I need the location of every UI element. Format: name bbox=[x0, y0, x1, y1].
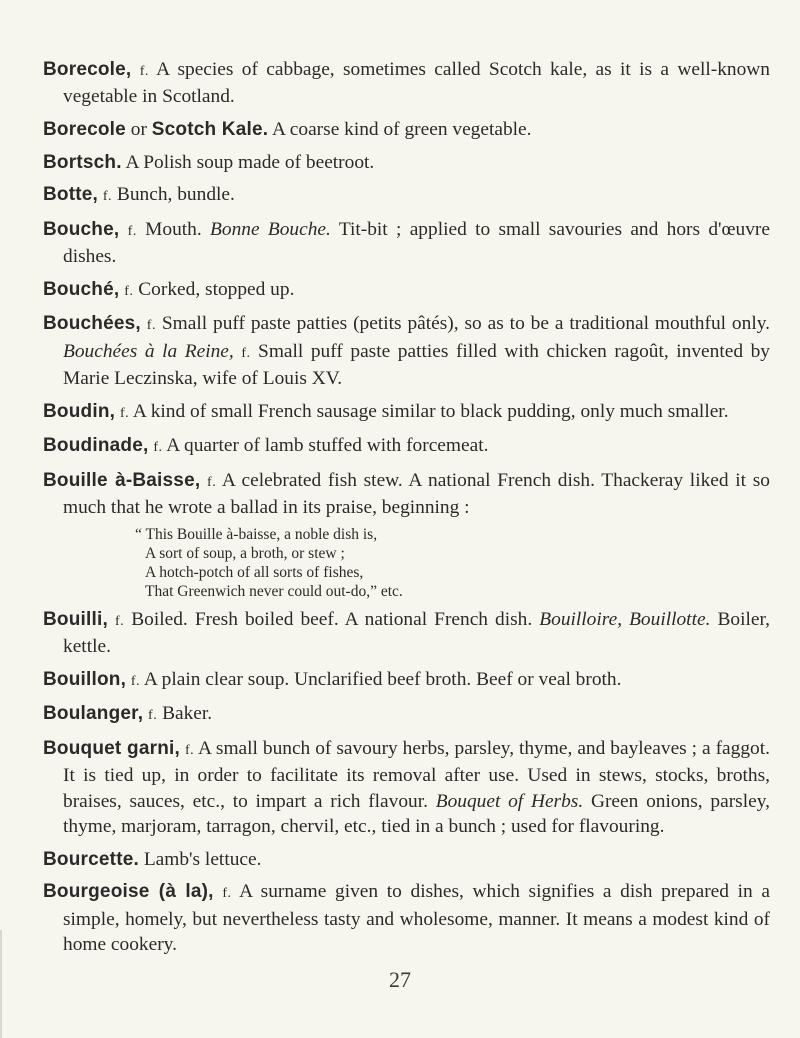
italic-term: Bouquet of Herbs. bbox=[435, 790, 584, 812]
definition-cont: Tit-bit ; applied to small savouries and hors d'œuvre dishes. bbox=[63, 218, 770, 268]
abbr-french: f. bbox=[207, 474, 217, 490]
headword: Borecole, bbox=[43, 59, 132, 80]
entry-botte bbox=[43, 182, 770, 209]
abbr-french: f. bbox=[130, 673, 141, 689]
definition: A species of cabbage, sometimes called Scotch kale, as it is a well-known vegetable in Scotland. bbox=[63, 59, 770, 108]
headword: Boulanger, bbox=[43, 703, 144, 725]
abbr-french: f. bbox=[241, 345, 251, 361]
headword: Bourgeoise (à la), bbox=[43, 881, 214, 903]
headword: Bouilli, bbox=[43, 608, 108, 630]
verse-line: A hotch-potch of all sorts of fishes, bbox=[145, 563, 364, 581]
definition: Mouth. bbox=[136, 218, 211, 240]
entries-block-2 bbox=[43, 607, 770, 958]
headword: Bouquet garni, bbox=[43, 737, 180, 759]
entry-borecole-scotch-kale bbox=[43, 117, 770, 142]
entry-boudinade bbox=[43, 433, 770, 460]
definition: Lamb's lettuce. bbox=[138, 848, 262, 870]
italic-term: Bouchées à la Reine, bbox=[63, 340, 234, 362]
entry-bourcette bbox=[43, 847, 770, 872]
definition: A surname given to dishes, which signifies a dish prepared in a simple, homely, but nevertheless tasty and wholesome, manner. It means a modest kind of home cookery. bbox=[63, 881, 770, 956]
entry-bortsch bbox=[43, 150, 770, 175]
headword: Boudinade, bbox=[43, 435, 149, 457]
entry-bouilli bbox=[43, 607, 770, 660]
headword: Bouillon, bbox=[43, 668, 127, 690]
connector: or bbox=[125, 119, 152, 140]
definition: Boiled. Fresh boiled beef. A national French dish. bbox=[124, 608, 540, 630]
headword: Borecole bbox=[43, 119, 126, 140]
headword: Bourcette. bbox=[43, 848, 139, 870]
headword: Boudin, bbox=[43, 400, 116, 422]
headword: Bouché, bbox=[43, 278, 120, 300]
headword: Bouche, bbox=[43, 218, 120, 240]
entry-bouche bbox=[43, 217, 770, 270]
definition: Baker. bbox=[157, 703, 213, 725]
definition: A plain clear soup. Unclarified beef broth. Beef or veal broth. bbox=[140, 668, 622, 690]
entry-bouillon bbox=[43, 667, 770, 694]
ballad-quote bbox=[43, 525, 770, 601]
definition: A kind of small French sausage similar to black pudding, only much smaller. bbox=[129, 400, 729, 422]
abbr-french: f. bbox=[184, 742, 195, 758]
verse-line: A sort of soup, a broth, or stew ; bbox=[145, 544, 345, 562]
definition: Corked, stopped up. bbox=[133, 278, 295, 300]
verse-line: “ This Bouille à-baisse, a noble dish is, bbox=[135, 525, 378, 543]
entry-bouche-corked bbox=[43, 277, 770, 304]
entry-bouille-a-baisse bbox=[43, 468, 770, 521]
definition-cont: Green onions, parsley, thyme, marjoram, tarragon, chervil, etc., tied in a bunch ; used for flavouring. bbox=[63, 790, 770, 838]
entry-bouquet-garni bbox=[43, 736, 770, 840]
abbr-french: f. bbox=[102, 189, 113, 205]
definition-cont: Boiler, kettle. bbox=[63, 608, 771, 658]
definition: A small bunch of savoury herbs, parsley, thyme, and bayleaves ; a faggot. It is tied up, in order to facilitate its removal after use. Used in stews, stocks, broths, braises, sauces, etc., to impart a rich flavour. bbox=[63, 737, 770, 812]
abbr-french: f. bbox=[139, 64, 149, 79]
definition: Small puff paste patties (petits pâtés), so as to be a traditional mouthful only. bbox=[155, 313, 770, 335]
headword: Bortsch. bbox=[43, 151, 122, 173]
definition: Bunch, bundle. bbox=[112, 184, 235, 206]
verse-line: That Greenwich never could out-do,” etc. bbox=[145, 582, 403, 600]
abbr-french: f. bbox=[153, 440, 163, 456]
abbr-french: f. bbox=[146, 318, 156, 334]
entry-borecole bbox=[43, 57, 770, 110]
entry-boulanger bbox=[43, 701, 770, 728]
definition: A coarse kind of green vegetable. bbox=[268, 119, 532, 140]
abbr-french: f. bbox=[119, 405, 130, 421]
headword: Bouille à-Baisse, bbox=[43, 469, 201, 491]
entry-bouchees bbox=[43, 311, 770, 391]
abbr-french: f. bbox=[115, 613, 125, 629]
italic-term: Bouilloire, Bouillotte. bbox=[539, 608, 711, 630]
abbr-french: f. bbox=[222, 886, 232, 902]
page-number: 27 bbox=[389, 967, 411, 992]
italic-term: Bonne Bouche. bbox=[210, 218, 331, 240]
headword-second: Scotch Kale. bbox=[151, 119, 269, 140]
headword: Botte, bbox=[43, 184, 99, 206]
entries-block-1 bbox=[43, 57, 770, 521]
definition: A Polish soup made of beetroot. bbox=[121, 151, 375, 173]
headword: Bouchées, bbox=[43, 313, 141, 335]
abbr-french: f. bbox=[148, 708, 158, 724]
abbr-french: f. bbox=[127, 223, 137, 239]
definition: A celebrated fish stew. A national French dish. Thackeray liked it so much that he wrote a ballad in its praise, beginning : bbox=[63, 469, 771, 519]
definition-cont: Small puff paste patties filled with chicken ragoût, invented by Marie Leczinska, wife of Louis XV. bbox=[63, 340, 770, 390]
page-edge-divider bbox=[0, 930, 2, 1038]
entry-bourgeoise bbox=[43, 879, 770, 957]
abbr-french: f. bbox=[124, 283, 134, 299]
entry-boudin bbox=[43, 399, 770, 426]
definition: A quarter of lamb stuffed with forcemeat. bbox=[162, 435, 489, 457]
